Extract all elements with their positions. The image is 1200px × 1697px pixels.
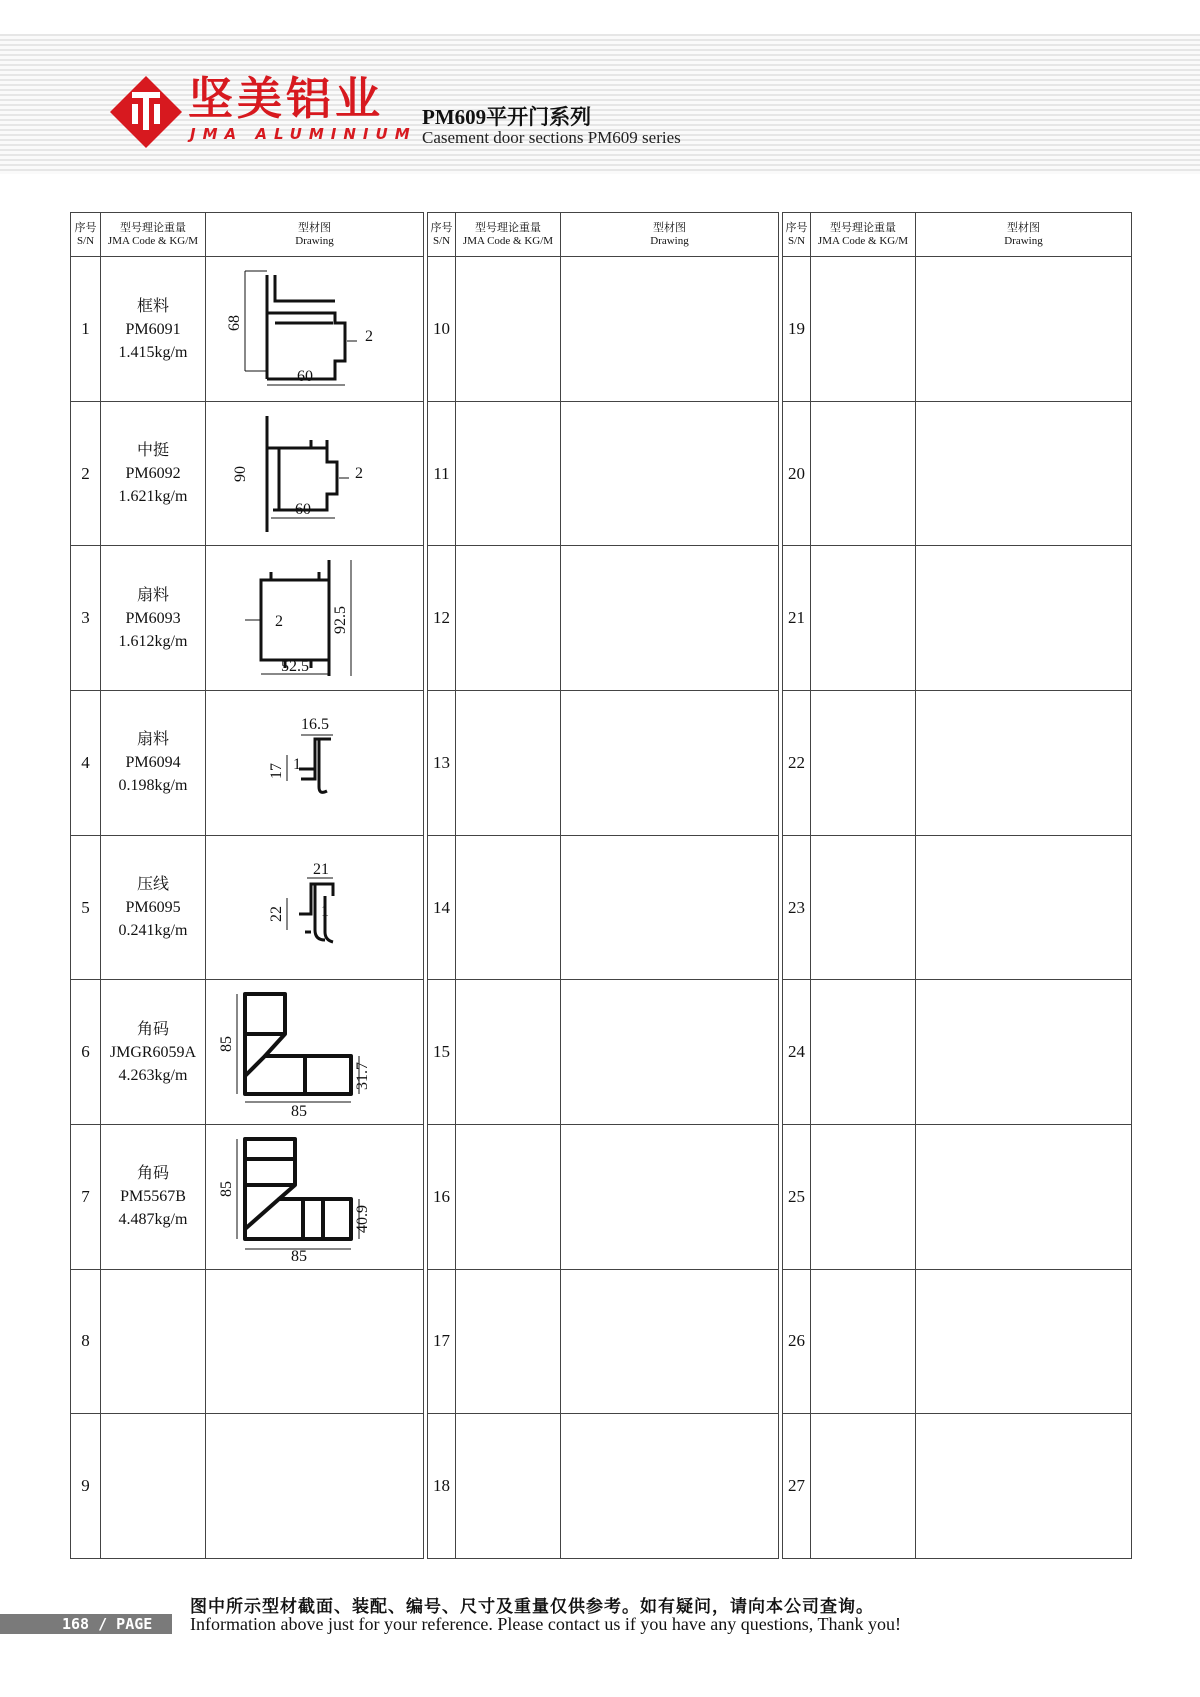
col-drawing: 型材图 Drawing (561, 213, 779, 257)
svg-text:85: 85 (217, 1036, 235, 1053)
profile-drawing (561, 1125, 779, 1270)
table-row (71, 1414, 1132, 1559)
profile-weight: 0.198kg/m (118, 777, 188, 795)
footer-note-en: Information above just for your reference. Please contact us if you have any questions, Thank you! (190, 1614, 901, 1634)
profile-drawing (916, 1269, 1132, 1414)
profile-name: 压线 (136, 876, 169, 894)
profile-drawing (916, 691, 1132, 836)
profile-drawing (561, 980, 779, 1125)
profile-info (101, 546, 206, 691)
profile-drawing (561, 401, 779, 546)
svg-text:85: 85 (290, 1247, 307, 1265)
profile-name: 角码 (136, 1165, 169, 1183)
profile-info (101, 691, 206, 836)
table-row (71, 1125, 1132, 1270)
serial-number: 25 (783, 1125, 811, 1270)
svg-text:40.9: 40.9 (353, 1204, 371, 1233)
page-number: 168 / PAGE (62, 1615, 153, 1633)
profile-info (456, 546, 561, 691)
profile-code: PM6091 (125, 320, 181, 338)
profile-drawing (206, 691, 424, 836)
profile-drawing (206, 980, 424, 1125)
table-row (71, 401, 1132, 546)
profile-info (456, 980, 561, 1125)
profile-weight: 4.263kg/m (118, 1066, 188, 1084)
serial-number: 13 (428, 691, 456, 836)
profile-info (456, 1269, 561, 1414)
table-row (71, 257, 1132, 402)
serial-number: 12 (428, 546, 456, 691)
svg-text:68: 68 (225, 315, 243, 331)
svg-text:2: 2 (274, 613, 283, 631)
profile-weight: 1.621kg/m (118, 488, 188, 506)
col-drawing: 型材图 Drawing (916, 213, 1132, 257)
profile-weight: 0.241kg/m (118, 922, 188, 940)
serial-number: 7 (71, 1125, 101, 1270)
col-code: 型号理论重量 JMA Code & KG/M (456, 213, 561, 257)
profile-info (101, 835, 206, 980)
serial-number: 2 (71, 401, 101, 546)
profile-info (101, 1269, 206, 1414)
svg-text:17: 17 (267, 762, 285, 779)
table-row (71, 1269, 1132, 1414)
profile-drawing (206, 401, 424, 546)
profile-info (811, 980, 916, 1125)
profile-code: PM6092 (125, 465, 181, 483)
profile-info (811, 835, 916, 980)
section-drawing-icon (215, 1129, 415, 1265)
section-drawing-icon (215, 550, 415, 686)
serial-number: 22 (783, 691, 811, 836)
profile-info (811, 1414, 916, 1559)
profile-drawing (916, 1125, 1132, 1270)
profile-code: PM6093 (125, 609, 181, 627)
profile-drawing (916, 835, 1132, 980)
profile-code: PM5567B (120, 1188, 186, 1206)
serial-number: 19 (783, 257, 811, 402)
section-drawing-icon (215, 984, 415, 1120)
svg-text:2: 2 (364, 328, 373, 345)
profile-name: 中挺 (136, 442, 169, 460)
svg-text:92.5: 92.5 (331, 606, 349, 635)
serial-number: 11 (428, 401, 456, 546)
profile-drawing (561, 546, 779, 691)
col-code: 型号理论重量 JMA Code & KG/M (101, 213, 206, 257)
serial-number: 8 (71, 1269, 101, 1414)
svg-text:60: 60 (296, 368, 313, 385)
profile-drawing (206, 1269, 424, 1414)
section-drawing-icon (215, 261, 415, 397)
series-title-en: Casement door sections PM609 series (422, 128, 681, 147)
serial-number: 20 (783, 401, 811, 546)
section-drawing-icon (215, 840, 415, 976)
col-sn: 序号 S/N (71, 213, 101, 257)
profile-drawing (916, 980, 1132, 1125)
serial-number: 23 (783, 835, 811, 980)
profile-drawing (561, 835, 779, 980)
profile-drawing (206, 1414, 424, 1559)
table-row (71, 980, 1132, 1125)
profile-drawing (206, 1125, 424, 1270)
profile-code: PM6095 (125, 899, 181, 917)
svg-text:85: 85 (290, 1103, 307, 1121)
svg-text:85: 85 (217, 1180, 235, 1197)
serial-number: 24 (783, 980, 811, 1125)
serial-number: 9 (71, 1414, 101, 1559)
profile-name: 角码 (136, 1020, 169, 1038)
profile-drawing (916, 1414, 1132, 1559)
profile-info (811, 1125, 916, 1270)
profile-drawing (206, 835, 424, 980)
table-row (71, 691, 1132, 836)
svg-text:60: 60 (294, 500, 311, 518)
profile-drawing (561, 1414, 779, 1559)
footer-note-cn: 图中所示型材截面、装配、编号、尺寸及重量仅供参考。如有疑问，请向本公司查询。 (190, 1597, 874, 1617)
serial-number: 27 (783, 1414, 811, 1559)
profile-info (811, 401, 916, 546)
profile-info (456, 401, 561, 546)
serial-number: 5 (71, 835, 101, 980)
profile-info (811, 257, 916, 402)
svg-text:2: 2 (354, 464, 363, 482)
series-title-cn: PM609平开门系列 (422, 105, 592, 129)
brand-name-cn: 坚美铝业 (188, 72, 385, 125)
profile-info (811, 691, 916, 836)
profile-drawing (561, 257, 779, 402)
profile-drawing (561, 691, 779, 836)
svg-text:16.5: 16.5 (300, 715, 329, 733)
profile-weight: 4.487kg/m (118, 1211, 188, 1229)
profile-info (101, 980, 206, 1125)
profile-info (811, 546, 916, 691)
profile-name: 框料 (136, 297, 169, 315)
profile-info (101, 1125, 206, 1270)
svg-text:52.5: 52.5 (280, 658, 309, 676)
serial-number: 10 (428, 257, 456, 402)
col-code: 型号理论重量 JMA Code & KG/M (811, 213, 916, 257)
col-drawing: 型材图 Drawing (206, 213, 424, 257)
profile-name: 扇料 (136, 586, 169, 604)
profile-weight: 1.415kg/m (118, 343, 188, 361)
brand-name-en: JMA ALUMINIUM (190, 125, 417, 143)
profile-table (70, 212, 1132, 1559)
profile-info (456, 691, 561, 836)
section-drawing-icon (215, 406, 415, 542)
profile-info (456, 257, 561, 402)
profile-name: 扇料 (136, 731, 169, 749)
profile-drawing (206, 546, 424, 691)
profile-drawing (206, 257, 424, 402)
profile-code: PM6094 (125, 754, 181, 772)
svg-text:31.7: 31.7 (353, 1062, 371, 1091)
profile-drawing (561, 1269, 779, 1414)
profile-info (456, 1125, 561, 1270)
col-sn: 序号 S/N (783, 213, 811, 257)
profile-info (101, 401, 206, 546)
svg-text:21: 21 (312, 860, 329, 878)
profile-info (456, 835, 561, 980)
serial-number: 14 (428, 835, 456, 980)
section-drawing-icon (215, 695, 415, 831)
serial-number: 15 (428, 980, 456, 1125)
profile-weight: 1.612kg/m (118, 632, 188, 650)
svg-text:90: 90 (231, 465, 249, 482)
table-row (71, 835, 1132, 980)
jma-logo-icon (108, 74, 184, 150)
serial-number: 3 (71, 546, 101, 691)
profile-info (101, 257, 206, 402)
profile-drawing (916, 257, 1132, 402)
svg-text:22: 22 (267, 905, 285, 922)
serial-number: 1 (71, 257, 101, 402)
table-row (71, 546, 1132, 691)
serial-number: 4 (71, 691, 101, 836)
serial-number: 6 (71, 980, 101, 1125)
table-header (71, 213, 1132, 257)
serial-number: 16 (428, 1125, 456, 1270)
svg-text:1: 1 (292, 755, 301, 773)
serial-number: 18 (428, 1414, 456, 1559)
serial-number: 26 (783, 1269, 811, 1414)
serial-number: 17 (428, 1269, 456, 1414)
col-sn: 序号 S/N (428, 213, 456, 257)
profile-drawing (916, 401, 1132, 546)
profile-info (456, 1414, 561, 1559)
profile-info (811, 1269, 916, 1414)
serial-number: 21 (783, 546, 811, 691)
profile-info (101, 1414, 206, 1559)
svg-text:1: 1 (320, 902, 329, 920)
profile-drawing (916, 546, 1132, 691)
profile-code: JMGR6059A (109, 1043, 197, 1061)
